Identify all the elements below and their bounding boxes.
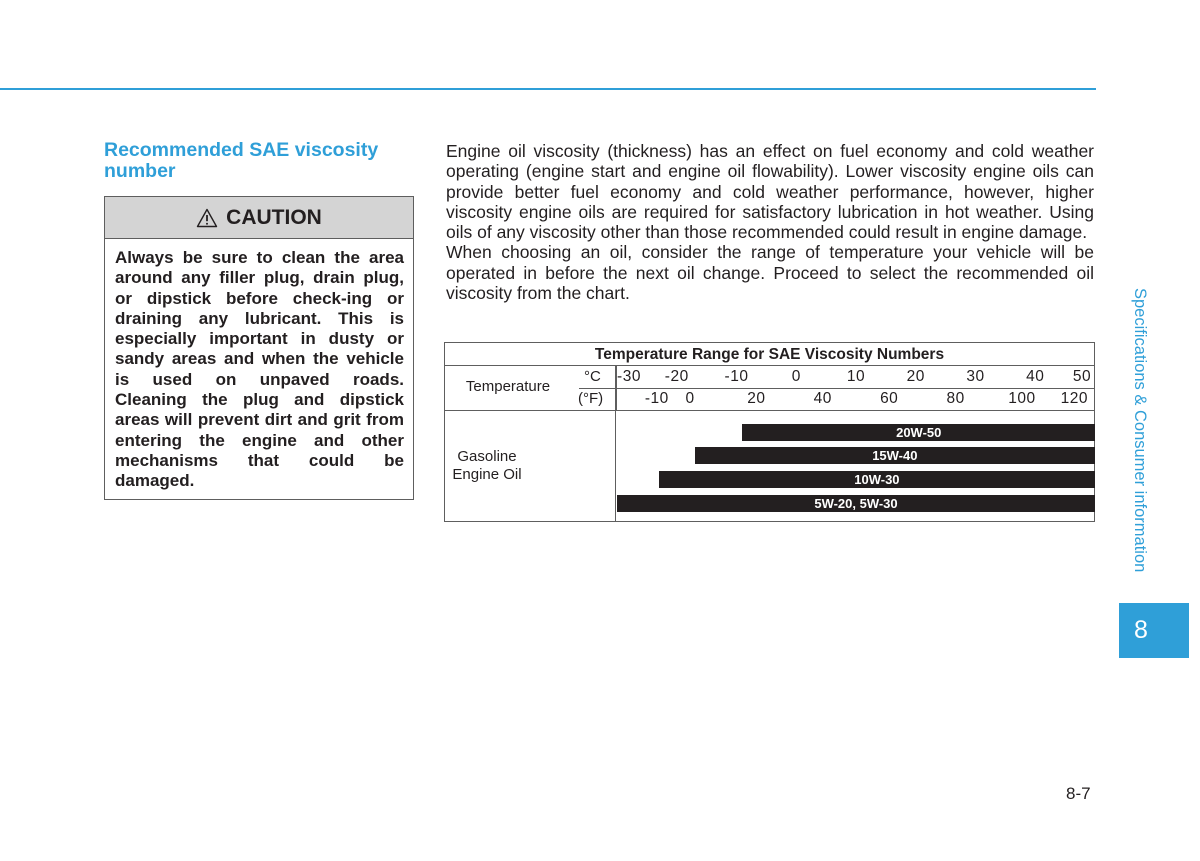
caution-text: Always be sure to clean the area around any filler plug, drain plug, or dipstick before check-ing or draining any lubricant. This is especially important in dusty or sandy areas and when the vehicle is used on unpaved roads. Cleaning the plug and dipstick areas will prevent dirt and grit from entering the engine and other mechanisms that could be damaged. bbox=[115, 248, 404, 491]
celsius-tick-label: 40 bbox=[1026, 368, 1045, 385]
celsius-tick-label: 20 bbox=[906, 368, 925, 385]
oil-row-label: Gasoline Engine Oil bbox=[452, 448, 522, 483]
celsius-tick-label: -20 bbox=[664, 368, 689, 385]
fahrenheit-tick-label: 60 bbox=[880, 390, 899, 407]
viscosity-bar: 5W-20, 5W-30 bbox=[617, 495, 1095, 512]
temperature-row-label: Temperature bbox=[465, 378, 551, 395]
caution-header bbox=[105, 197, 413, 239]
celsius-tick-label: 0 bbox=[791, 368, 801, 385]
fahrenheit-tick-label: 0 bbox=[685, 390, 695, 407]
caution-box bbox=[104, 196, 414, 500]
celsius-tick-label: 30 bbox=[966, 368, 985, 385]
chapter-side-label: Specifications & Consumer information bbox=[1131, 288, 1149, 573]
viscosity-chart bbox=[444, 342, 1095, 522]
body-paragraph: When choosing an oil, consider the range of temperature your vehicle will be operated in before the next oil change. Proceed to select the recommended oil viscosity from the chart. bbox=[446, 242, 1094, 304]
fahrenheit-tick-label: 80 bbox=[946, 390, 965, 407]
body-text bbox=[446, 141, 1094, 303]
celsius-row-divider bbox=[579, 388, 1095, 389]
fahrenheit-tick-label: 20 bbox=[747, 390, 766, 407]
page-number: 8-7 bbox=[1066, 784, 1091, 803]
fahrenheit-unit-label: (°F) bbox=[578, 390, 604, 407]
warning-triangle-icon bbox=[196, 208, 218, 228]
fahrenheit-tick-label: 100 bbox=[1008, 390, 1036, 407]
viscosity-bar: 20W-50 bbox=[742, 424, 1095, 441]
viscosity-bar: 10W-30 bbox=[659, 471, 1095, 488]
celsius-tick-label: -30 bbox=[617, 368, 641, 385]
fahrenheit-tick-label: 40 bbox=[813, 390, 832, 407]
chapter-number-tab: 8 bbox=[1119, 603, 1189, 658]
celsius-tick-label: -10 bbox=[724, 368, 749, 385]
celsius-tick-label: 50 bbox=[1072, 368, 1092, 385]
fahrenheit-tick-label: 120 bbox=[1060, 390, 1089, 407]
viscosity-bar: 15W-40 bbox=[695, 447, 1095, 464]
caution-title: CAUTION bbox=[226, 205, 322, 229]
celsius-tick-label: 10 bbox=[846, 368, 866, 385]
temperature-row-divider bbox=[445, 410, 1095, 411]
section-title: Recommended SAE viscosity number bbox=[104, 139, 379, 182]
header-rule bbox=[0, 88, 1096, 90]
chart-title: Temperature Range for SAE Viscosity Numbers bbox=[445, 343, 1094, 366]
celsius-unit-label: °C bbox=[584, 368, 601, 385]
fahrenheit-tick-label: -10 bbox=[644, 390, 669, 407]
body-paragraph: Engine oil viscosity (thickness) has an effect on fuel economy and cold weather operating (engine start and engine oil flowability). Lower viscosity engine oils can provide better fuel economy and cold weather performance, however, higher viscosity engine oils are required for satisfactory lubrication in hot weather. Using oils of any viscosity other than those recommended could result in engine damage. bbox=[446, 141, 1094, 243]
